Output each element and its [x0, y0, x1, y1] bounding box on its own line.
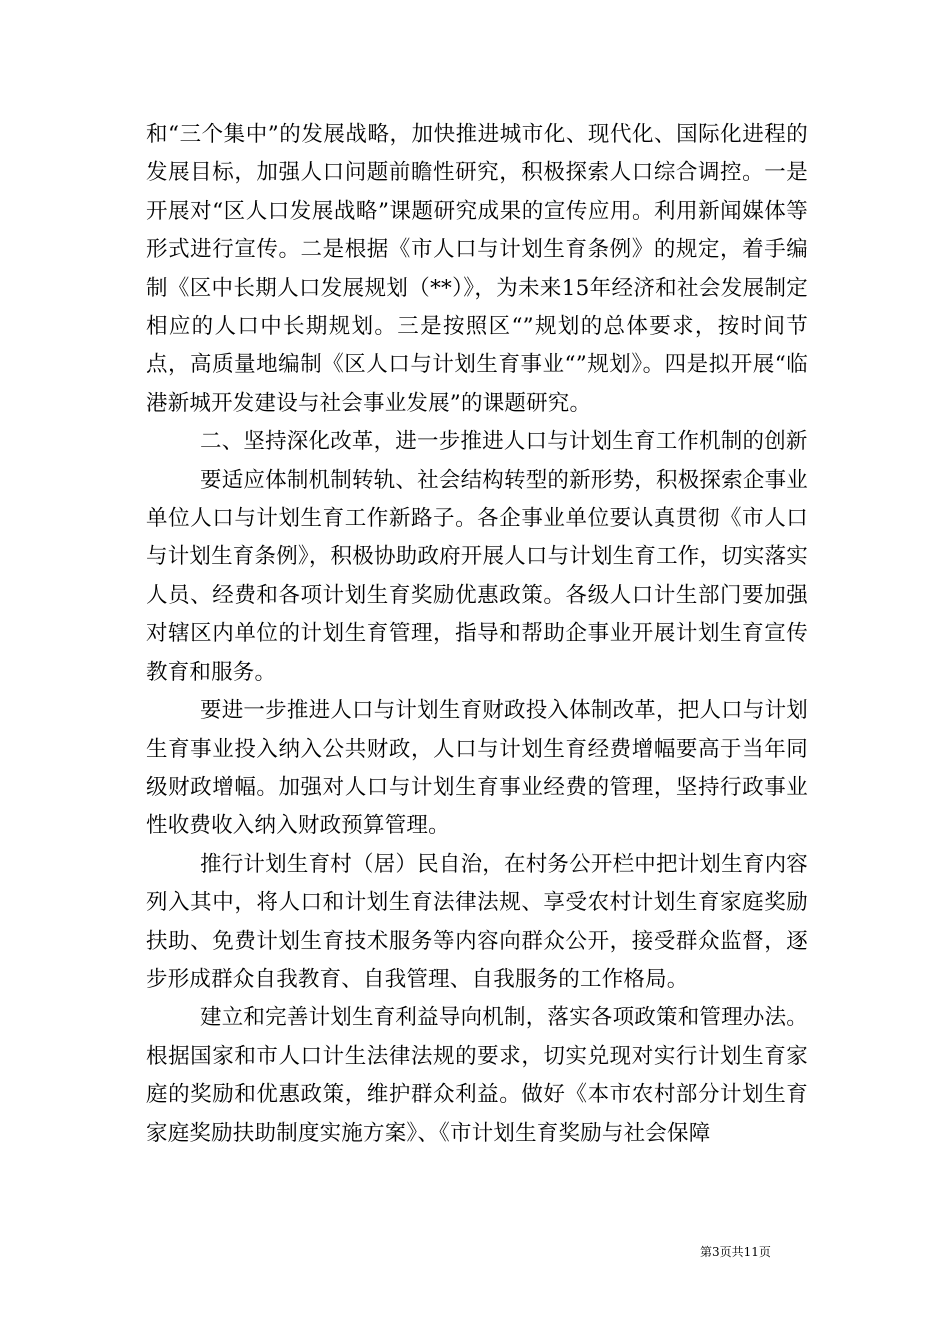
page-number: 第3页共11页: [700, 1245, 771, 1259]
document-body: [146, 116, 808, 1153]
paragraph-continuation: 和“三个集中”的发展战略，加快推进城市化、现代化、国际化进程的发展目标，加强人口问题前瞻性研究，积极探索人口综合调控。一是开展对“区人口发展战略”课题研究成果的宣传应用。利用新闻媒体等形式进行宣传。二是根据《市人口与计划生育条例》的规定，着手编制《区中长期人口发展规划（**）》，为未来15年经济和社会发展制定相应的人口中长期规划。三是按照区“”规划的总体要求，按时间节点，高质量地编制《区人口与计划生育事业“”规划》。四是拟开展“临港新城开发建设与社会事业发展”的课题研究。: [146, 122, 808, 416]
paragraph-finance: 要进一步推进人口与计划生育财政投入体制改革，把人口与计划生育事业投入纳入公共财政，人口与计划生育经费增幅要高于当年同级财政增幅。加强对人口与计划生育事业经费的管理，坚持行政事业性收费收入纳入财政预算管理。: [146, 698, 808, 839]
paragraph-village-autonomy: 推行计划生育村（居）民自治，在村务公开栏中把计划生育内容列入其中，将人口和计划生育法律法规、享受农村计划生育家庭奖励扶助、免费计划生育技术服务等内容向群众公开，接受群众监督，逐步形成群众自我教育、自我管理、自我服务的工作格局。: [146, 851, 808, 992]
paragraph-enterprise: 要适应体制机制转轨、社会结构转型的新形势，积极探索企事业单位人口与计划生育工作新路子。各企事业单位要认真贯彻《市人口与计划生育条例》，积极协助政府开展人口与计划生育工作，切实落实人员、经费和各项计划生育奖励优惠政策。各级人口计生部门要加强对辖区内单位的计划生育管理，指导和帮助企事业开展计划生育宣传教育和服务。: [146, 467, 808, 685]
paragraph-incentive-mechanism: 建立和完善计划生育利益导向机制，落实各项政策和管理办法。根据国家和市人口计生法律法规的要求，切实兑现对实行计划生育家庭的奖励和优惠政策，维护群众利益。做好《本市农村部分计划生育家庭奖励扶助制度实施方案》、《市计划生育奖励与社会保障: [146, 1005, 808, 1146]
section-heading: 二、坚持深化改革，进一步推进人口与计划生育工作机制的创新: [200, 429, 808, 455]
